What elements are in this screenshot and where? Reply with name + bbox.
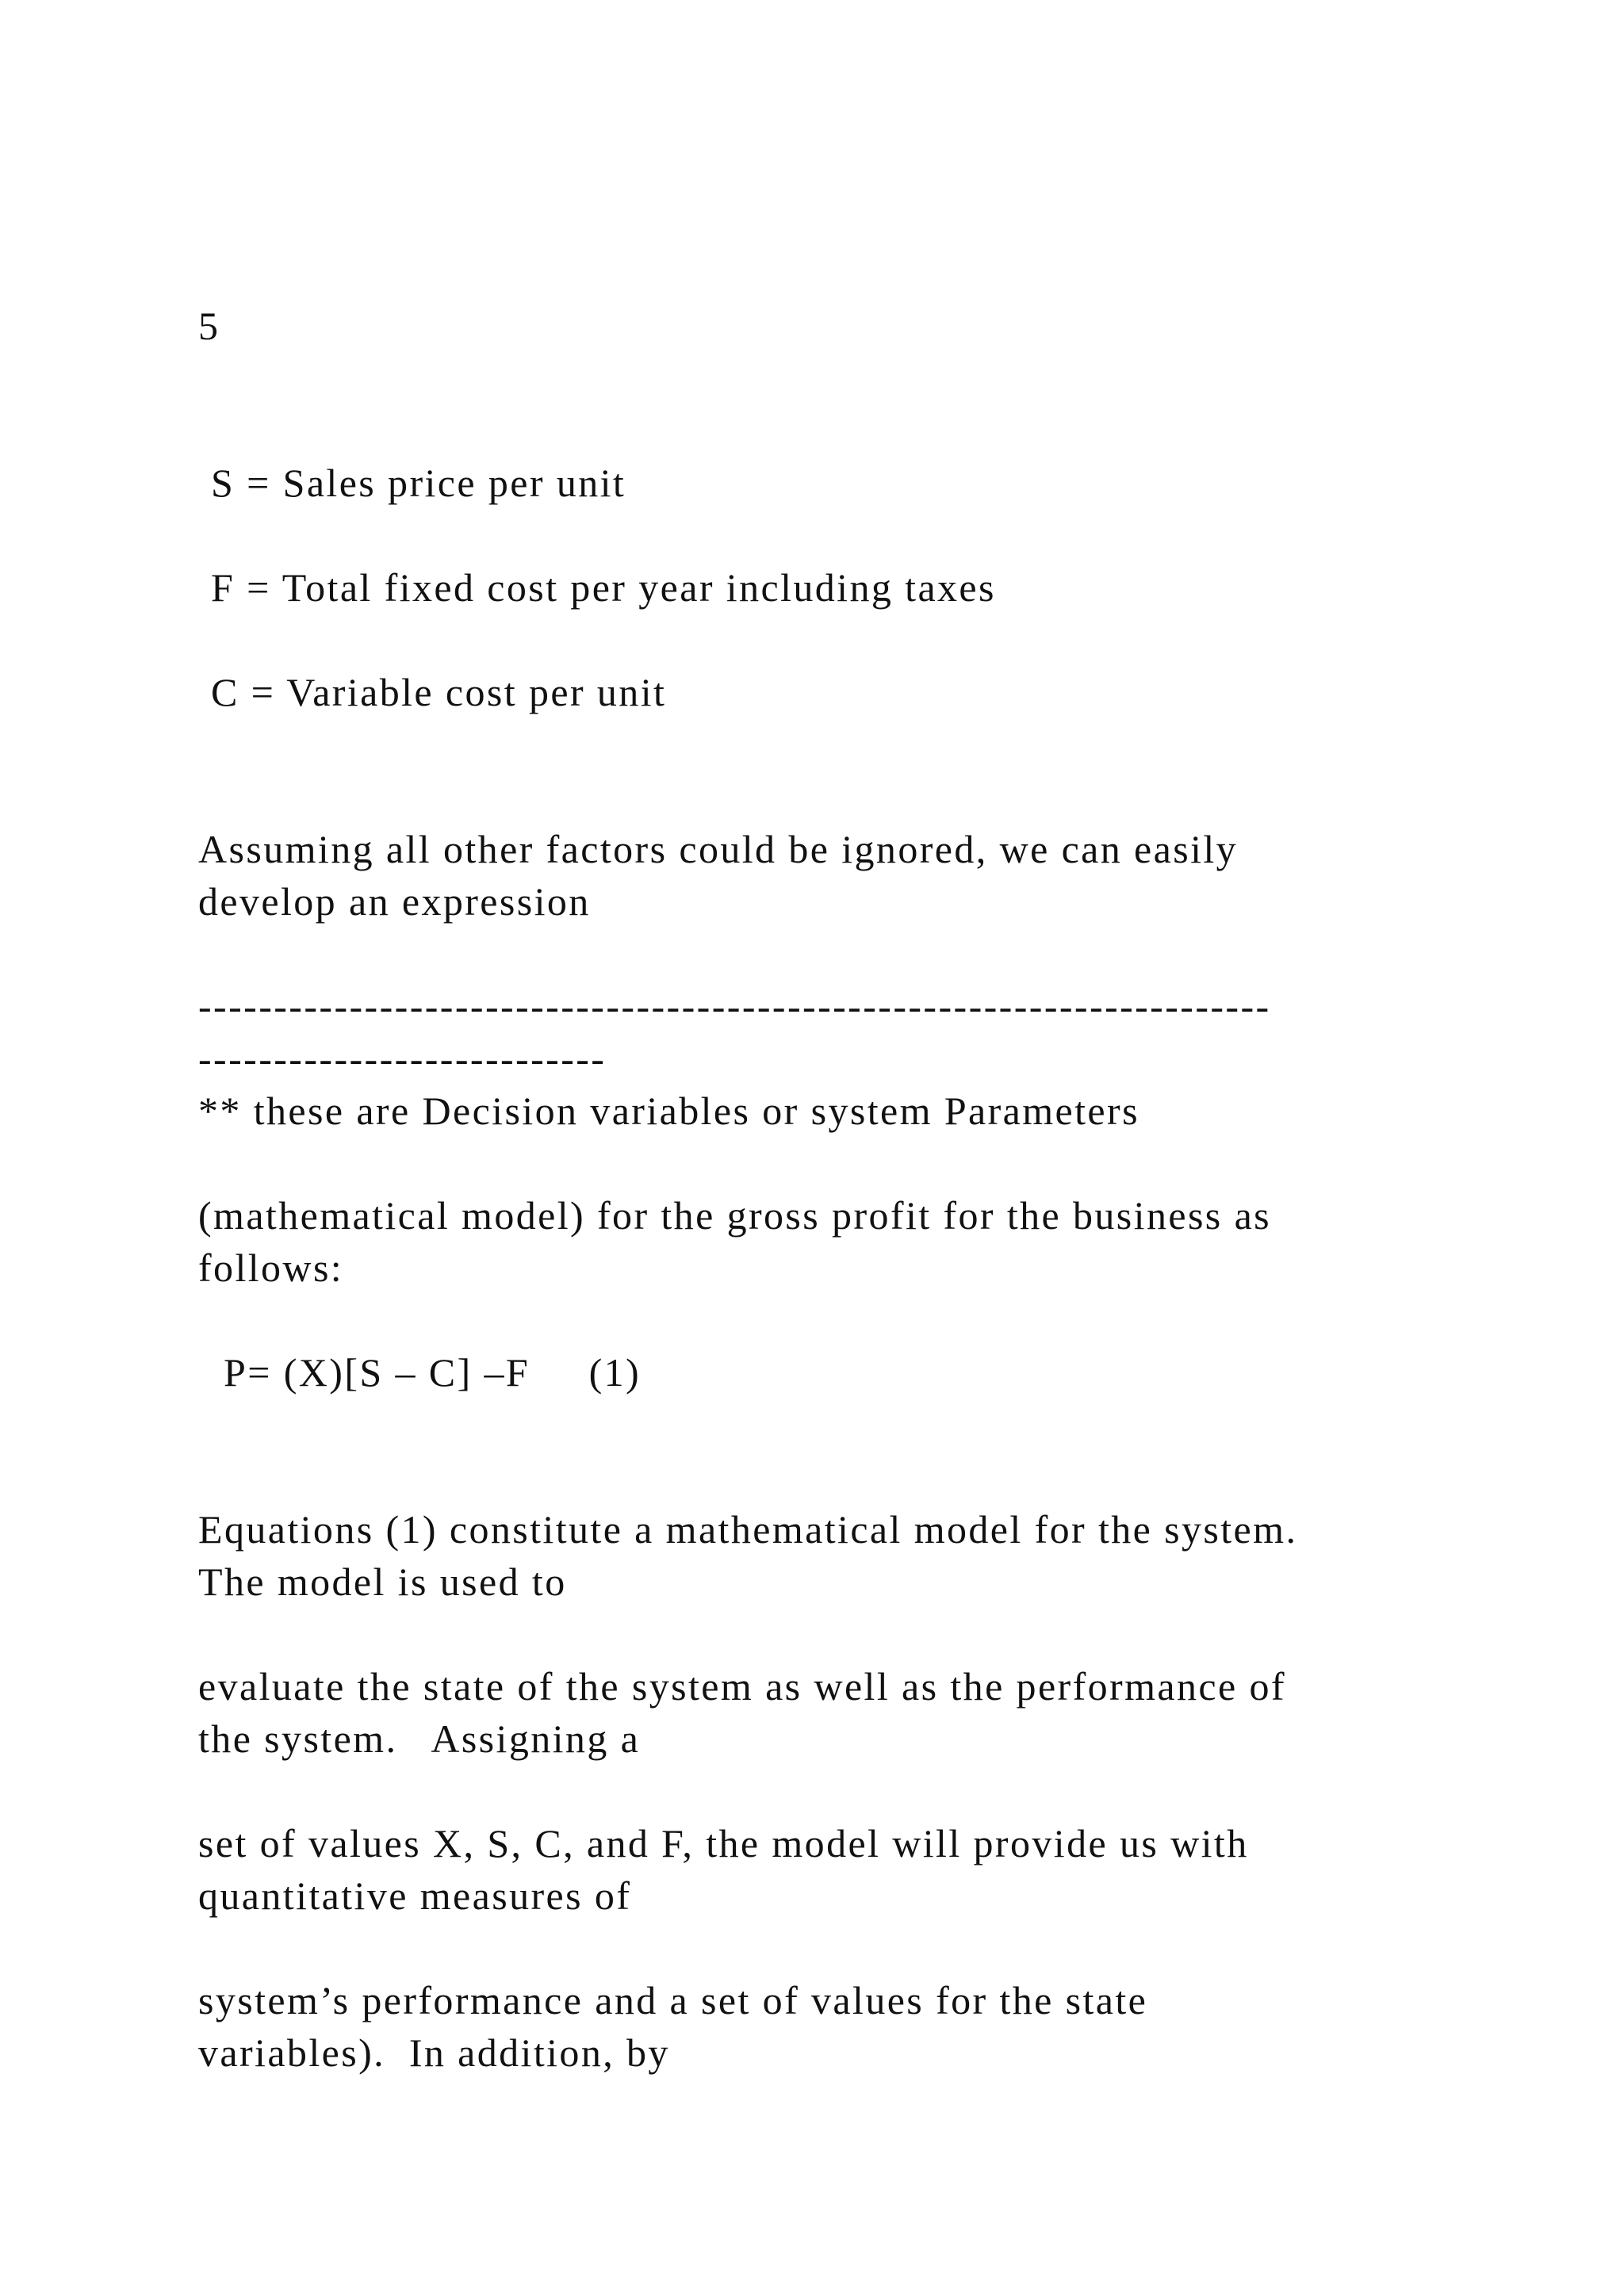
paragraph-line: the system. Assigning a bbox=[198, 1716, 641, 1761]
paragraph-line: follows: bbox=[198, 1246, 344, 1290]
page-number: 5 bbox=[198, 304, 220, 348]
paragraph-line: Assuming all other factors could be ignored, we can easily bbox=[198, 827, 1239, 871]
paragraph-line: The model is used to bbox=[198, 1559, 567, 1604]
paragraph-line: variables). In addition, by bbox=[198, 2030, 670, 2075]
footnote-text: ** these are Decision variables or system Parameters bbox=[198, 1089, 1139, 1133]
definition-sales-price: S = Sales price per unit bbox=[211, 461, 626, 505]
paragraph-line: Equations (1) constitute a mathematical model for the system. bbox=[198, 1507, 1298, 1552]
separator-line: ----------------------------------------------------------------------- bbox=[198, 984, 1271, 1028]
paragraph-line: evaluate the state of the system as well as the performance of bbox=[198, 1664, 1286, 1709]
separator-line: --------------------------- bbox=[198, 1036, 607, 1081]
paragraph-line: develop an expression bbox=[198, 879, 591, 924]
equation: P= (X)[S – C] –F (1) bbox=[224, 1350, 642, 1395]
definition-fixed-cost: F = Total fixed cost per year including taxes bbox=[211, 565, 996, 610]
paragraph-line: set of values X, S, C, and F, the model will provide us with bbox=[198, 1821, 1249, 1866]
paragraph-line: quantitative measures of bbox=[198, 1873, 632, 1918]
paragraph-line: (mathematical model) for the gross profit for the business as bbox=[198, 1193, 1272, 1238]
paragraph-line: system’s performance and a set of values for the state bbox=[198, 1978, 1148, 2022]
definition-variable-cost: C = Variable cost per unit bbox=[211, 670, 667, 714]
